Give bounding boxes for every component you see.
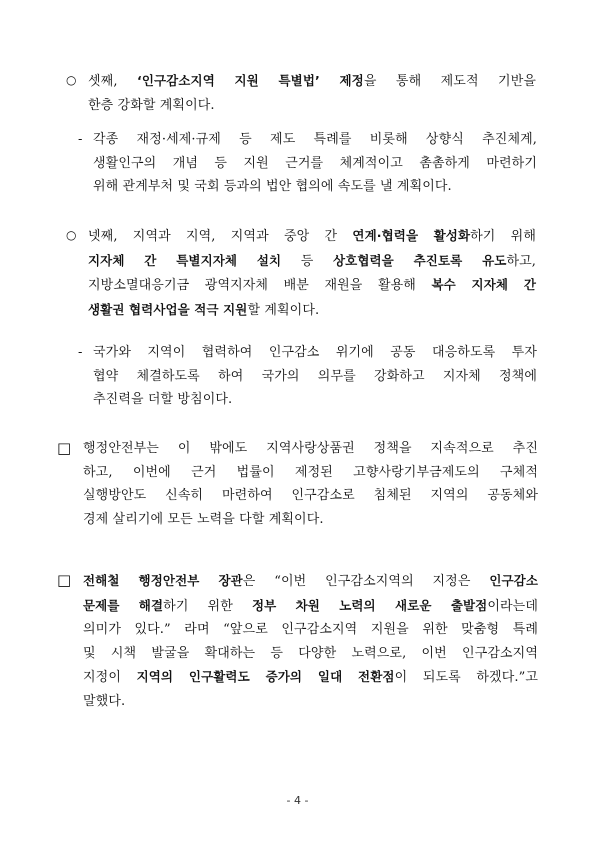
text-line: 협약 체결하도록 하여 국가의 의무를 강화하고 지자체 정책에 — [93, 368, 537, 384]
text-line: 넷째, 지역과 지역, 지역과 중앙 간 연계·협력을 활성화하기 위해 — [88, 228, 536, 244]
paragraph-minister-quote — [57, 569, 538, 713]
emphasis-text: 문제를 해결 — [83, 597, 164, 613]
text-line: 경제 살리기에 모든 노력을 다할 계획이다. — [83, 511, 324, 527]
text-line: 각종 재정·세제·규제 등 제도 특례를 비롯해 상향식 추진체계, — [93, 132, 537, 147]
text-line: 문제를 해결하기 위한 정부 차원 노력의 새로운 출발점이라는데 — [83, 597, 538, 614]
text-line: 하고, 이번에 근거 법률이 제정된 고향사랑기부금제도의 구체적 — [83, 464, 538, 480]
text-line: 생활인구의 개념 등 지원 근거를 체계적이고 촘촘하게 마련하기 — [93, 155, 537, 171]
text-line: 셋째, ‘인구감소지역 지원 특별법’ 제정을 통해 제도적 기반을 — [88, 73, 537, 89]
emphasis-text: 지역의 인구활력도 증가의 일대 전환점 — [136, 669, 395, 684]
text-line: 추진력을 더할 방침이다. — [93, 392, 233, 407]
text-line: 위해 관계부처 및 국회 등과의 법안 협의에 속도를 낼 계획이다. — [93, 179, 452, 194]
circle-bullet-icon: ○ — [66, 228, 77, 242]
text-line: 지방소멸대응기금 광역지자체 배분 재원을 활용해 복수 지자체 간 — [88, 277, 536, 293]
emphasis-text: 전해철 행정안전부 장관 — [83, 573, 243, 588]
emphasis-text: 정부 차원 노력의 새로운 출발점 — [251, 597, 488, 613]
text-line: 말했다. — [83, 693, 126, 709]
emphasis-text: ‘인구감소지역 지원 특별법’ 제정 — [136, 73, 364, 88]
square-bullet-icon: □ — [57, 439, 72, 457]
circle-bullet-icon: ○ — [66, 73, 77, 87]
emphasis-text: 연계·협력을 활성화 — [352, 228, 471, 243]
emphasis-text: 상호협력을 추진토록 유도 — [332, 252, 507, 268]
text-line: 생활권 협력사업을 적극 지원할 계획이다. — [88, 301, 320, 318]
text-line: 전해철 행정안전부 장관은 “이번 인구감소지역의 지정은 인구감소 — [83, 573, 539, 589]
emphasis-text: 지자체 간 특별지자체 설치 — [88, 252, 282, 268]
text-line: 지자체 간 특별지자체 설치 등 상호협력을 추진토록 유도하고, — [88, 252, 536, 269]
emphasis-text: 생활권 협력사업을 적극 지원 — [88, 301, 248, 317]
sub-item-third — [78, 128, 537, 199]
text-line: 의미가 있다.” 라며 “앞으로 인구감소지역 지원을 위한 맞춤형 특례 — [83, 622, 538, 637]
text-line: 국가와 지역이 협력하여 인구감소 위기에 공동 대응하도록 투자 — [93, 345, 537, 360]
bullet-item-third — [66, 69, 536, 117]
text-line: 한층 강화할 계획이다. — [88, 97, 215, 113]
sub-item-fourth — [78, 341, 537, 412]
text-line: 및 시책 발굴을 확대하는 등 다양한 노력으로, 이번 인구감소지역 — [83, 645, 538, 661]
square-bullet-icon: □ — [57, 571, 72, 589]
dash-bullet-icon: - — [78, 132, 83, 147]
page-number: - 4 - — [286, 794, 309, 807]
text-line: 행정안전부는 이 밖에도 지역사랑상품권 정책을 지속적으로 추진 — [83, 441, 538, 456]
dash-bullet-icon: - — [78, 345, 83, 360]
text-line: 실행방안도 신속히 마련하여 인구감소로 침체된 지역의 공동체와 — [83, 488, 538, 503]
paragraph-ministry-policy — [57, 437, 538, 531]
text-line: 지정이 지역의 인구활력도 증가의 일대 전환점이 되도록 하겠다.”고 — [83, 669, 538, 685]
bullet-item-fourth — [66, 224, 536, 322]
emphasis-text: 인구감소 — [489, 573, 539, 588]
emphasis-text: 복수 지자체 간 — [431, 277, 536, 292]
